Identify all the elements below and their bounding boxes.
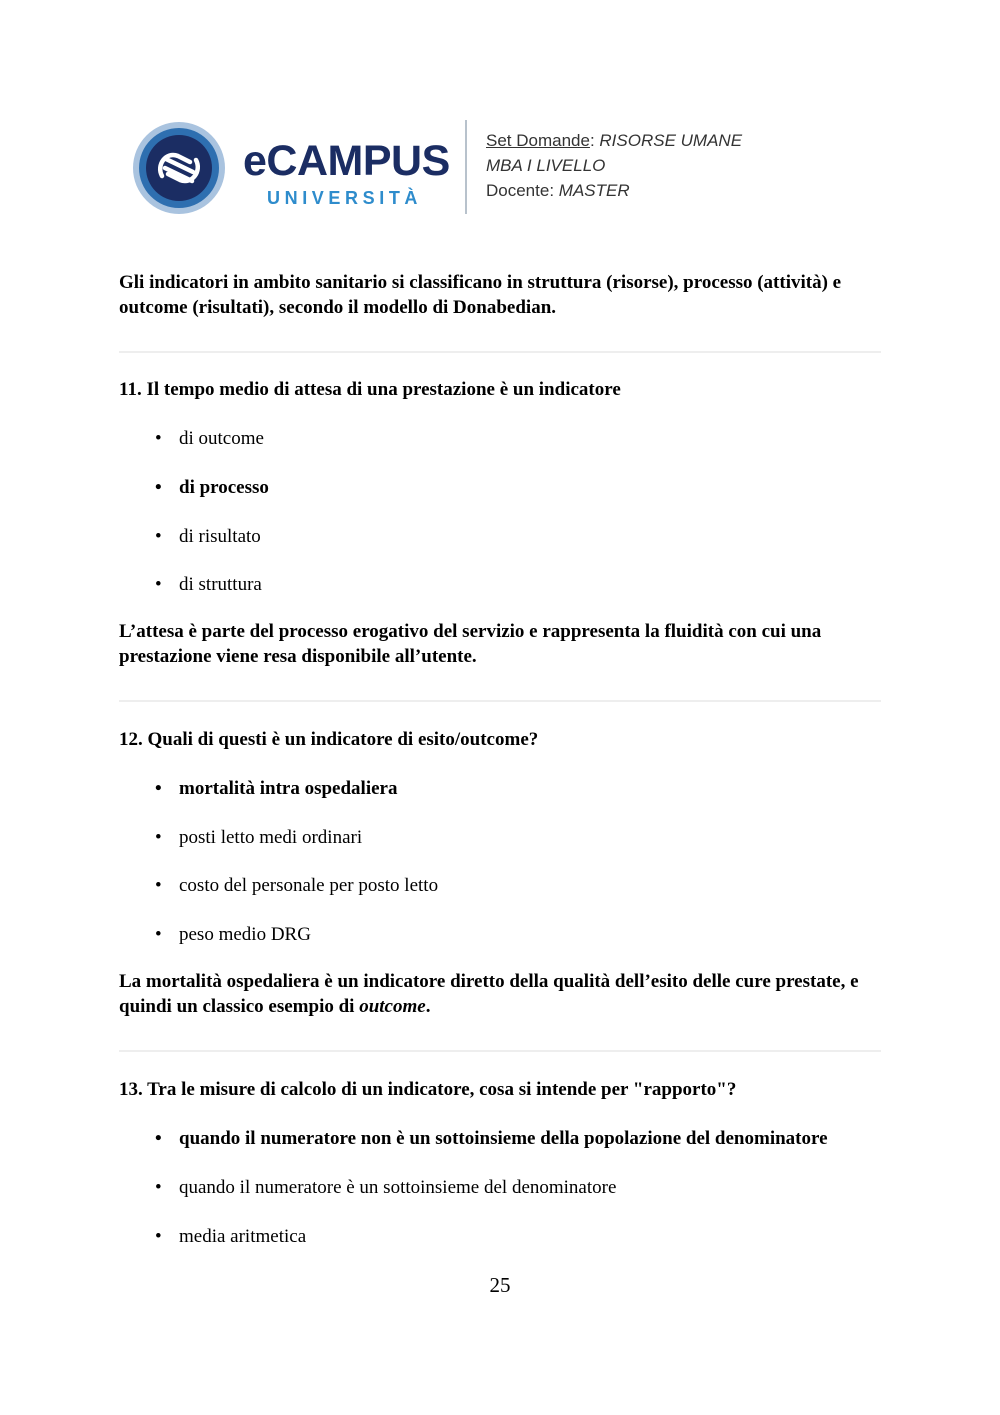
question-13-option: • quando il numeratore è un sottoinsieme del denominatore	[155, 1177, 617, 1198]
question-12-option-correct: • mortalità intra ospedaliera	[155, 778, 398, 799]
separator	[119, 1050, 881, 1052]
teacher-label: Docente:	[486, 181, 555, 200]
question-12-option: • peso medio DRG	[155, 924, 311, 945]
logo-sub: UNIVERSITÀ	[267, 188, 423, 208]
question-11-title: 11. Il tempo medio di attesa di una prestazione è un indicatore	[119, 379, 621, 400]
set-value: RISORSE UMANE	[599, 131, 743, 150]
ecampus-wordmark	[243, 138, 455, 210]
separator	[119, 351, 881, 353]
set-line: Set Domande: RISORSE UMANE	[486, 131, 743, 150]
question-11-option-correct: • di processo	[155, 477, 269, 498]
logo-word: eCAMPUS	[243, 137, 450, 185]
question-13-option-correct: • quando il numeratore non è un sottoinsieme della popolazione del denominatore	[155, 1128, 828, 1149]
set-label: Set Domande	[486, 131, 590, 150]
question-13-option: • media aritmetica	[155, 1226, 307, 1247]
page-number: 25	[489, 1273, 511, 1297]
question-12-option: • costo del personale per posto letto	[155, 875, 439, 896]
ecampus-logo-icon	[132, 121, 226, 215]
question-12-explanation: La mortalità ospedaliera è un indicatore diretto della qualità dell’esito delle cure prestate, e quindi un classico esempio di outcome.	[119, 971, 859, 1017]
separator	[119, 700, 881, 702]
question-11-explanation: L’attesa è parte del processo erogativo del servizio e rappresenta la fluidità con cui una prestazione viene resa disponibile all’utente.	[119, 621, 822, 667]
teacher-line	[486, 178, 742, 203]
question-11-option: • di risultato	[155, 526, 261, 547]
question-13-title: 13. Tra le misure di calcolo di un indicatore, cosa si intende per "rapporto"?	[119, 1079, 737, 1100]
page-header	[0, 0, 1000, 240]
question-12-title: 12. Quali di questi è un indicatore di esito/outcome?	[119, 729, 539, 750]
question-11-option: • di outcome	[155, 428, 264, 449]
header-divider	[465, 120, 467, 214]
course-name: MBA I LIVELLO	[486, 156, 606, 175]
teacher-value: MASTER	[558, 181, 630, 200]
question-11-option: • di struttura	[155, 574, 262, 595]
intro-explanation: Gli indicatori in ambito sanitario si classificano in struttura (risorse), processo (attività) e outcome (risultati), secondo il modello di Donabedian.	[119, 272, 842, 318]
question-12-option: • posti letto medi ordinari	[155, 827, 363, 848]
course-meta	[486, 128, 742, 203]
course-line	[486, 153, 742, 178]
